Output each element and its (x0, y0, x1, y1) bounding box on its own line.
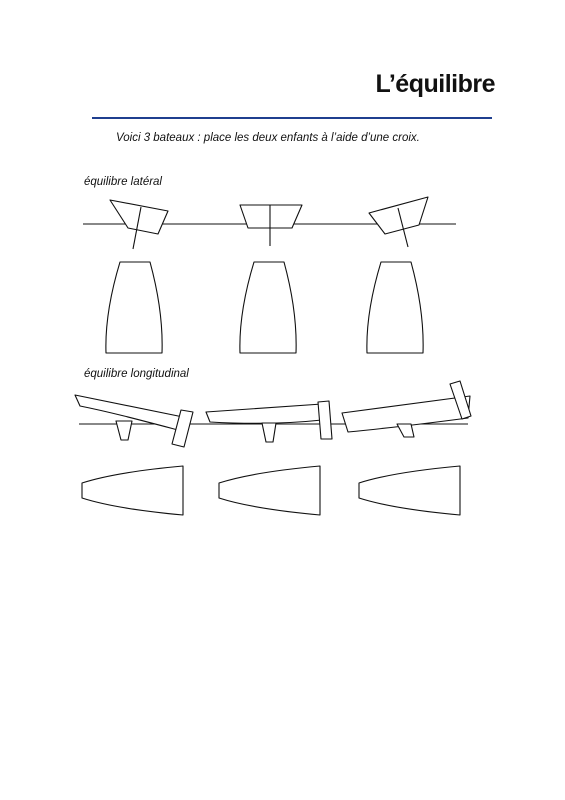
longitudinal-boat-3-profile[interactable] (342, 381, 471, 437)
lateral-boat-3-section[interactable] (369, 197, 428, 247)
longitudinal-boat-1-profile[interactable] (75, 395, 193, 447)
lateral-boat-2-topview[interactable] (240, 262, 296, 353)
lateral-boat-1-topview[interactable] (106, 262, 162, 353)
section-label-lateral: équilibre latéral (84, 176, 162, 188)
page-title: L’équilibre (375, 70, 495, 98)
longitudinal-boat-2-profile[interactable] (206, 401, 332, 442)
section-label-longitudinal: équilibre longitudinal (84, 368, 189, 380)
longitudinal-boat-2-topview[interactable] (219, 466, 320, 515)
lateral-boat-2-section[interactable] (240, 205, 302, 246)
longitudinal-boat-1-topview[interactable] (82, 466, 183, 515)
lateral-boat-3-topview[interactable] (367, 262, 423, 353)
longitudinal-boat-3-topview[interactable] (359, 466, 460, 515)
instruction-text: Voici 3 bateaux : place les deux enfants à l’aide d’une croix. (116, 132, 420, 144)
